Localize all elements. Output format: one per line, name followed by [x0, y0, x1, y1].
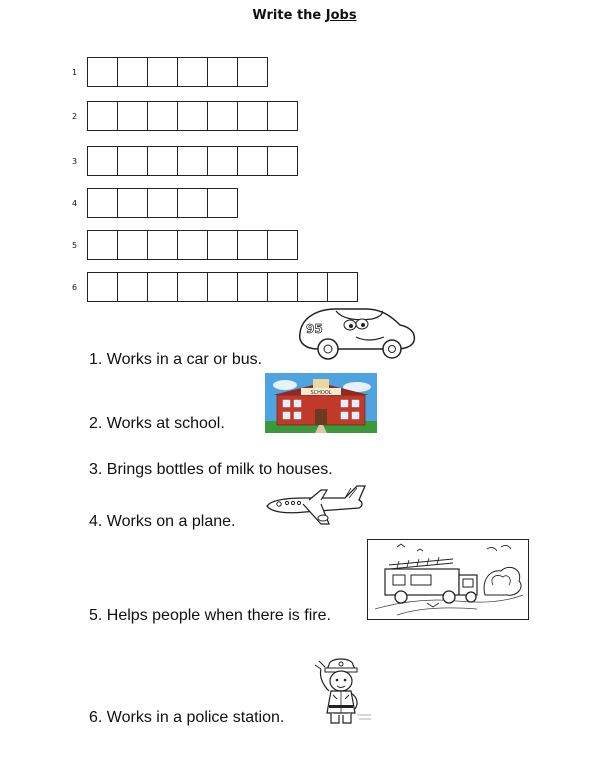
- letter-box[interactable]: [147, 272, 178, 302]
- letter-box[interactable]: [327, 272, 358, 302]
- letter-box[interactable]: [267, 272, 298, 302]
- letter-box[interactable]: [177, 146, 208, 176]
- letter-box[interactable]: [177, 230, 208, 260]
- row-number: 5: [72, 241, 78, 250]
- letter-boxes: [87, 101, 298, 131]
- letter-box[interactable]: [207, 230, 238, 260]
- row-number: 2: [72, 112, 78, 121]
- clue-1: 1. Works in a car or bus.: [89, 351, 263, 368]
- letter-box[interactable]: [207, 57, 238, 87]
- title-prefix: Write the: [252, 8, 322, 23]
- letter-box[interactable]: [177, 272, 208, 302]
- row-number: 4: [72, 199, 78, 208]
- clue-3: 3. Brings bottles of milk to houses.: [89, 461, 333, 478]
- row-number: 3: [72, 157, 78, 166]
- row-number: 1: [72, 68, 78, 77]
- letter-box[interactable]: [117, 188, 148, 218]
- letter-box[interactable]: [87, 146, 118, 176]
- letter-boxes: [87, 57, 268, 87]
- letter-box[interactable]: [87, 101, 118, 131]
- letter-box[interactable]: [117, 230, 148, 260]
- airplane-picture: [265, 482, 367, 528]
- letter-boxes: [87, 272, 358, 302]
- letter-box[interactable]: [147, 146, 178, 176]
- letter-box[interactable]: [237, 57, 268, 87]
- letter-box[interactable]: [87, 57, 118, 87]
- letter-boxes: [87, 230, 298, 260]
- letter-box[interactable]: [237, 101, 268, 131]
- letter-box[interactable]: [147, 101, 178, 131]
- letter-box[interactable]: [207, 272, 238, 302]
- letter-box[interactable]: [237, 272, 268, 302]
- clue-6: 6. Works in a police station.: [89, 709, 285, 726]
- title-emphasis: Jobs: [325, 8, 357, 23]
- row-number: 6: [72, 283, 78, 292]
- letter-box[interactable]: [87, 230, 118, 260]
- letter-box[interactable]: [237, 146, 268, 176]
- fire-truck-picture: [367, 539, 529, 620]
- letter-box[interactable]: [147, 230, 178, 260]
- letter-box[interactable]: [117, 146, 148, 176]
- letter-box[interactable]: [117, 101, 148, 131]
- worksheet-title: [0, 8, 609, 23]
- letter-box[interactable]: [117, 272, 148, 302]
- letter-boxes: [87, 188, 238, 218]
- letter-boxes: [87, 146, 298, 176]
- letter-box[interactable]: [177, 188, 208, 218]
- letter-box[interactable]: [297, 272, 328, 302]
- letter-box[interactable]: [147, 188, 178, 218]
- letter-box[interactable]: [177, 57, 208, 87]
- clue-4: 4. Works on a plane.: [89, 513, 236, 530]
- letter-box[interactable]: [207, 101, 238, 131]
- svg-text:95: 95: [306, 322, 323, 336]
- letter-box[interactable]: [267, 230, 298, 260]
- school-sign: SCHOOL: [310, 390, 332, 396]
- letter-box[interactable]: [117, 57, 148, 87]
- letter-box[interactable]: [87, 272, 118, 302]
- car-picture: [296, 303, 418, 361]
- school-picture: [265, 373, 377, 433]
- letter-box[interactable]: [87, 188, 118, 218]
- clue-2: 2. Works at school.: [89, 415, 225, 432]
- letter-box[interactable]: [147, 57, 178, 87]
- letter-box[interactable]: [267, 101, 298, 131]
- letter-box[interactable]: [207, 146, 238, 176]
- clue-5: 5. Helps people when there is fire.: [89, 607, 331, 624]
- letter-box[interactable]: [237, 230, 268, 260]
- letter-box[interactable]: [267, 146, 298, 176]
- letter-box[interactable]: [177, 101, 208, 131]
- police-officer-picture: [311, 655, 377, 727]
- letter-box[interactable]: [207, 188, 238, 218]
